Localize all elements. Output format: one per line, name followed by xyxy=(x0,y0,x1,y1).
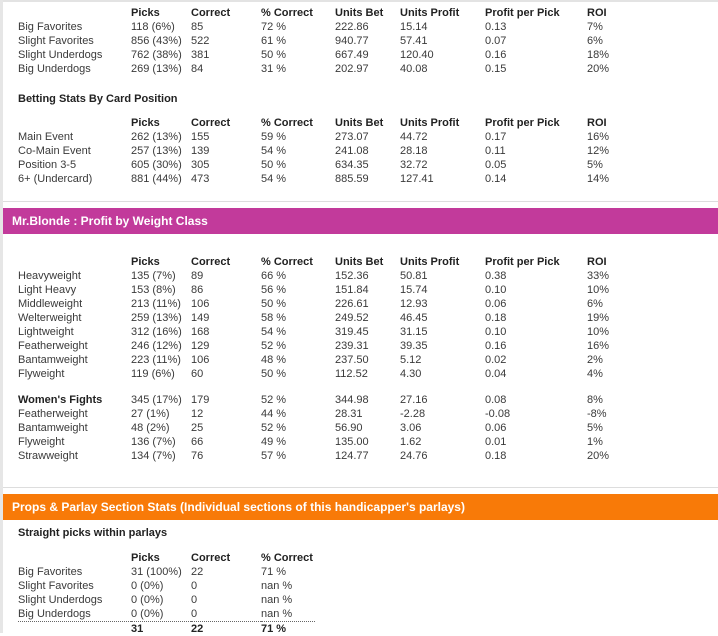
cell-pct-correct: 59 % xyxy=(261,130,335,144)
cell-pct-correct: 31 % xyxy=(261,62,335,76)
table-row xyxy=(18,339,647,353)
row-label: Strawweight xyxy=(18,449,131,463)
column-header-units-bet: Units Bet xyxy=(335,6,400,20)
cell-correct: 84 xyxy=(191,62,261,76)
row-label: Big Underdogs xyxy=(18,62,131,76)
cell-units-profit: 46.45 xyxy=(400,311,485,325)
column-header-profit-per-pick: Profit per Pick xyxy=(485,255,587,269)
table-header-row xyxy=(18,116,647,130)
cell-profit-per-pick: 0.07 xyxy=(485,34,587,48)
cell-profit-per-pick: 0.17 xyxy=(485,130,587,144)
cell-pct-correct: 54 % xyxy=(261,144,335,158)
column-header-picks: Picks xyxy=(131,551,191,565)
cell-profit-per-pick: 0.08 xyxy=(485,393,587,407)
table-row xyxy=(18,269,647,283)
cell-picks: 0 (0%) xyxy=(131,579,191,593)
cell-units-bet: 239.31 xyxy=(335,339,400,353)
cell-picks: 223 (11%) xyxy=(131,353,191,367)
table-row xyxy=(18,283,647,297)
cell-roi: 5% xyxy=(587,158,647,172)
cell-correct: 76 xyxy=(191,449,261,463)
cell-correct: 86 xyxy=(191,283,261,297)
cell-pct-correct: 52 % xyxy=(261,339,335,353)
cell-roi: 6% xyxy=(587,297,647,311)
row-label: Flyweight xyxy=(18,435,131,449)
cell-picks: 246 (12%) xyxy=(131,339,191,353)
cell-picks: 136 (7%) xyxy=(131,435,191,449)
cell-units-bet: 940.77 xyxy=(335,34,400,48)
cell-units-bet: 885.59 xyxy=(335,172,400,186)
cell-units-bet: 237.50 xyxy=(335,353,400,367)
cell-pct-correct: 50 % xyxy=(261,297,335,311)
stats-table-parlay-straight-picks xyxy=(18,551,315,636)
cell-units-bet: 135.00 xyxy=(335,435,400,449)
cell-picks: 27 (1%) xyxy=(131,407,191,421)
row-label: Welterweight xyxy=(18,311,131,325)
column-header-units-profit: Units Profit xyxy=(400,116,485,130)
section-divider xyxy=(3,201,718,202)
cell-units-bet: 222.86 xyxy=(335,20,400,34)
row-label: Heavyweight xyxy=(18,269,131,283)
cell-pct-correct: 66 % xyxy=(261,269,335,283)
table-row xyxy=(18,325,647,339)
cell-pct-correct: 52 % xyxy=(261,421,335,435)
cell-profit-per-pick: 0.16 xyxy=(485,48,587,62)
cell-roi: 14% xyxy=(587,172,647,186)
cell-correct: 85 xyxy=(191,20,261,34)
cell-units-bet: 124.77 xyxy=(335,449,400,463)
cell-pct-correct: 48 % xyxy=(261,353,335,367)
row-label: Slight Underdogs xyxy=(18,593,131,607)
table-row xyxy=(18,367,647,381)
cell-pct-correct: 72 % xyxy=(261,20,335,34)
column-header-units-profit: Units Profit xyxy=(400,6,485,20)
column-header-correct: Correct xyxy=(191,116,261,130)
cell-pct-correct: 50 % xyxy=(261,48,335,62)
cell-picks: 0 (0%) xyxy=(131,607,191,622)
cell-roi: 10% xyxy=(587,325,647,339)
top-border xyxy=(0,0,718,2)
cell-picks: 259 (13%) xyxy=(131,311,191,325)
cell-pct-correct: 57 % xyxy=(261,449,335,463)
table-header-row xyxy=(18,255,647,269)
cell-roi: 10% xyxy=(587,283,647,297)
cell-roi: 7% xyxy=(587,20,647,34)
column-header-correct: Correct xyxy=(191,551,261,565)
cell-pct-correct: 54 % xyxy=(261,172,335,186)
table-row xyxy=(18,48,647,62)
cell-profit-per-pick: 0.04 xyxy=(485,367,587,381)
cell-picks: 31 (100%) xyxy=(131,565,191,579)
stats-table-card-position xyxy=(18,116,647,186)
column-header-empty xyxy=(18,551,131,565)
column-header-pct-correct: % Correct xyxy=(261,255,335,269)
cell-picks: 213 (11%) xyxy=(131,297,191,311)
row-label: Bantamweight xyxy=(18,353,131,367)
cell-picks: 856 (43%) xyxy=(131,34,191,48)
column-header-empty xyxy=(18,116,131,130)
cell-picks: 881 (44%) xyxy=(131,172,191,186)
cell-profit-per-pick: 0.10 xyxy=(485,325,587,339)
cell-roi: 20% xyxy=(587,62,647,76)
cell-profit-per-pick: 0.02 xyxy=(485,353,587,367)
cell-picks: 48 (2%) xyxy=(131,421,191,435)
section-banner-weight-class: Mr.Blonde : Profit by Weight Class xyxy=(3,208,718,234)
row-label: Flyweight xyxy=(18,367,131,381)
table-row xyxy=(18,20,647,34)
table-row xyxy=(18,158,647,172)
cell-picks: 0 (0%) xyxy=(131,593,191,607)
cell-picks: 262 (13%) xyxy=(131,130,191,144)
cell-profit-per-pick: 0.18 xyxy=(485,311,587,325)
cell-roi: 6% xyxy=(587,34,647,48)
cell-units-bet: 634.35 xyxy=(335,158,400,172)
cell-units-bet: 241.08 xyxy=(335,144,400,158)
cell-correct: 0 xyxy=(191,607,261,622)
cell-profit-per-pick: 0.18 xyxy=(485,449,587,463)
cell-correct: 381 xyxy=(191,48,261,62)
cell-units-profit: 57.41 xyxy=(400,34,485,48)
column-header-units-bet: Units Bet xyxy=(335,255,400,269)
cell-pct-correct: 49 % xyxy=(261,435,335,449)
column-header-picks: Picks xyxy=(131,6,191,20)
cell-units-profit: 40.08 xyxy=(400,62,485,76)
table-row xyxy=(18,607,315,622)
cell-units-profit: 15.14 xyxy=(400,20,485,34)
cell-pct-correct: nan % xyxy=(261,593,315,607)
row-label: Position 3-5 xyxy=(18,158,131,172)
cell-units-bet: 56.90 xyxy=(335,421,400,435)
row-label: Light Heavy xyxy=(18,283,131,297)
column-header-picks: Picks xyxy=(131,116,191,130)
cell-roi: 16% xyxy=(587,130,647,144)
table-header-row xyxy=(18,6,647,20)
cell-pct-correct: nan % xyxy=(261,579,315,593)
table-row xyxy=(18,449,647,463)
table-row xyxy=(18,421,647,435)
cell-profit-per-pick: -0.08 xyxy=(485,407,587,421)
table-row xyxy=(18,407,647,421)
cell-units-bet: 112.52 xyxy=(335,367,400,381)
cell-profit-per-pick: 0.13 xyxy=(485,20,587,34)
cell-roi: -8% xyxy=(587,407,647,421)
row-label: Big Underdogs xyxy=(18,607,131,622)
cell-units-bet: 667.49 xyxy=(335,48,400,62)
cell-pct-correct: 71 % xyxy=(261,565,315,579)
row-label: Co-Main Event xyxy=(18,144,131,158)
cell-correct: 106 xyxy=(191,297,261,311)
column-header-roi: ROI xyxy=(587,6,647,20)
cell-picks: 257 (13%) xyxy=(131,144,191,158)
row-label: Featherweight xyxy=(18,339,131,353)
cell-picks: 119 (6%) xyxy=(131,367,191,381)
table-row xyxy=(18,144,647,158)
cell-pct-correct: 44 % xyxy=(261,407,335,421)
cell-units-profit: 44.72 xyxy=(400,130,485,144)
cell-profit-per-pick: 0.10 xyxy=(485,283,587,297)
cell-correct: 66 xyxy=(191,435,261,449)
table-row xyxy=(18,34,647,48)
cell-correct: 139 xyxy=(191,144,261,158)
cell-units-bet: 152.36 xyxy=(335,269,400,283)
totals-correct: 22 xyxy=(191,622,261,636)
cell-pct-correct: nan % xyxy=(261,607,315,622)
table-row xyxy=(18,593,315,607)
cell-pct-correct: 56 % xyxy=(261,283,335,297)
cell-correct: 25 xyxy=(191,421,261,435)
cell-units-bet: 226.61 xyxy=(335,297,400,311)
cell-units-profit: 50.81 xyxy=(400,269,485,283)
cell-roi: 12% xyxy=(587,144,647,158)
column-header-profit-per-pick: Profit per Pick xyxy=(485,6,587,20)
cell-pct-correct: 50 % xyxy=(261,367,335,381)
cell-units-profit: 3.06 xyxy=(400,421,485,435)
cell-pct-correct: 58 % xyxy=(261,311,335,325)
column-header-units-profit: Units Profit xyxy=(400,255,485,269)
column-header-pct-correct: % Correct xyxy=(261,6,335,20)
totals-picks: 31 xyxy=(131,622,191,636)
column-header-roi: ROI xyxy=(587,116,647,130)
cell-correct: 12 xyxy=(191,407,261,421)
cell-pct-correct: 54 % xyxy=(261,325,335,339)
totals-label xyxy=(18,622,131,636)
column-header-correct: Correct xyxy=(191,6,261,20)
totals-row xyxy=(18,622,315,636)
row-label: Slight Favorites xyxy=(18,579,131,593)
cell-correct: 305 xyxy=(191,158,261,172)
table-row xyxy=(18,393,647,407)
cell-units-profit: 4.30 xyxy=(400,367,485,381)
cell-units-profit: -2.28 xyxy=(400,407,485,421)
row-label: Women's Fights xyxy=(18,393,131,407)
cell-profit-per-pick: 0.14 xyxy=(485,172,587,186)
column-header-roi: ROI xyxy=(587,255,647,269)
cell-units-profit: 27.16 xyxy=(400,393,485,407)
cell-correct: 179 xyxy=(191,393,261,407)
cell-roi: 1% xyxy=(587,435,647,449)
cell-correct: 60 xyxy=(191,367,261,381)
cell-roi: 2% xyxy=(587,353,647,367)
section-subtitle-straight-picks: Straight picks within parlays xyxy=(18,526,167,540)
cell-units-profit: 39.35 xyxy=(400,339,485,353)
cell-units-profit: 1.62 xyxy=(400,435,485,449)
cell-roi: 18% xyxy=(587,48,647,62)
column-header-empty xyxy=(18,255,131,269)
cell-units-profit: 5.12 xyxy=(400,353,485,367)
cell-units-profit: 127.41 xyxy=(400,172,485,186)
cell-correct: 473 xyxy=(191,172,261,186)
cell-units-profit: 15.74 xyxy=(400,283,485,297)
row-label: Slight Favorites xyxy=(18,34,131,48)
cell-correct: 89 xyxy=(191,269,261,283)
table-row xyxy=(18,353,647,367)
column-header-correct: Correct xyxy=(191,255,261,269)
cell-correct: 168 xyxy=(191,325,261,339)
cell-pct-correct: 52 % xyxy=(261,393,335,407)
cell-profit-per-pick: 0.11 xyxy=(485,144,587,158)
cell-units-bet: 344.98 xyxy=(335,393,400,407)
row-label: Main Event xyxy=(18,130,131,144)
table-row xyxy=(18,311,647,325)
cell-pct-correct: 50 % xyxy=(261,158,335,172)
table-row xyxy=(18,172,647,186)
row-label: 6+ (Undercard) xyxy=(18,172,131,186)
cell-profit-per-pick: 0.16 xyxy=(485,339,587,353)
cell-correct: 155 xyxy=(191,130,261,144)
cell-units-profit: 24.76 xyxy=(400,449,485,463)
table-row xyxy=(18,579,315,593)
cell-pct-correct: 61 % xyxy=(261,34,335,48)
cell-picks: 269 (13%) xyxy=(131,62,191,76)
cell-units-profit: 28.18 xyxy=(400,144,485,158)
column-header-profit-per-pick: Profit per Pick xyxy=(485,116,587,130)
cell-correct: 0 xyxy=(191,579,261,593)
cell-units-bet: 28.31 xyxy=(335,407,400,421)
cell-picks: 135 (7%) xyxy=(131,269,191,283)
table-row xyxy=(18,130,647,144)
cell-units-bet: 249.52 xyxy=(335,311,400,325)
cell-profit-per-pick: 0.15 xyxy=(485,62,587,76)
row-label: Featherweight xyxy=(18,407,131,421)
cell-profit-per-pick: 0.06 xyxy=(485,297,587,311)
row-label: Middleweight xyxy=(18,297,131,311)
table-row xyxy=(18,565,315,579)
section-banner-props-parlay: Props & Parlay Section Stats (Individual sections of this handicapper's parlays) xyxy=(3,494,718,520)
cell-profit-per-pick: 0.01 xyxy=(485,435,587,449)
section-divider xyxy=(3,487,718,488)
totals-pct-correct: 71 % xyxy=(261,622,315,636)
cell-profit-per-pick: 0.38 xyxy=(485,269,587,283)
cell-correct: 129 xyxy=(191,339,261,353)
cell-units-profit: 12.93 xyxy=(400,297,485,311)
cell-roi: 5% xyxy=(587,421,647,435)
cell-roi: 4% xyxy=(587,367,647,381)
column-header-empty xyxy=(18,6,131,20)
row-label: Big Favorites xyxy=(18,20,131,34)
table-row xyxy=(18,62,647,76)
table-row xyxy=(18,297,647,311)
cell-picks: 762 (38%) xyxy=(131,48,191,62)
cell-roi: 33% xyxy=(587,269,647,283)
cell-correct: 522 xyxy=(191,34,261,48)
row-label: Lightweight xyxy=(18,325,131,339)
cell-picks: 118 (6%) xyxy=(131,20,191,34)
cell-picks: 153 (8%) xyxy=(131,283,191,297)
cell-roi: 20% xyxy=(587,449,647,463)
cell-correct: 106 xyxy=(191,353,261,367)
cell-profit-per-pick: 0.06 xyxy=(485,421,587,435)
table-row xyxy=(18,435,647,449)
cell-units-bet: 273.07 xyxy=(335,130,400,144)
cell-profit-per-pick: 0.05 xyxy=(485,158,587,172)
stats-table-odds xyxy=(18,6,647,76)
table-header-row xyxy=(18,551,315,565)
cell-roi: 16% xyxy=(587,339,647,353)
column-header-pct-correct: % Correct xyxy=(261,116,335,130)
row-label: Bantamweight xyxy=(18,421,131,435)
row-label: Slight Underdogs xyxy=(18,48,131,62)
cell-units-bet: 151.84 xyxy=(335,283,400,297)
column-header-pct-correct: % Correct xyxy=(261,551,315,565)
stats-table-womens-fights xyxy=(18,393,647,463)
cell-units-bet: 202.97 xyxy=(335,62,400,76)
cell-picks: 345 (17%) xyxy=(131,393,191,407)
section-title-card-position: Betting Stats By Card Position xyxy=(18,92,178,106)
cell-picks: 312 (16%) xyxy=(131,325,191,339)
cell-units-profit: 120.40 xyxy=(400,48,485,62)
stats-table-weight-class xyxy=(18,255,647,381)
cell-roi: 8% xyxy=(587,393,647,407)
cell-units-profit: 32.72 xyxy=(400,158,485,172)
cell-picks: 605 (30%) xyxy=(131,158,191,172)
left-border xyxy=(0,0,3,633)
cell-units-bet: 319.45 xyxy=(335,325,400,339)
cell-picks: 134 (7%) xyxy=(131,449,191,463)
cell-correct: 149 xyxy=(191,311,261,325)
cell-units-profit: 31.15 xyxy=(400,325,485,339)
cell-roi: 19% xyxy=(587,311,647,325)
cell-correct: 0 xyxy=(191,593,261,607)
row-label: Big Favorites xyxy=(18,565,131,579)
cell-correct: 22 xyxy=(191,565,261,579)
column-header-picks: Picks xyxy=(131,255,191,269)
column-header-units-bet: Units Bet xyxy=(335,116,400,130)
